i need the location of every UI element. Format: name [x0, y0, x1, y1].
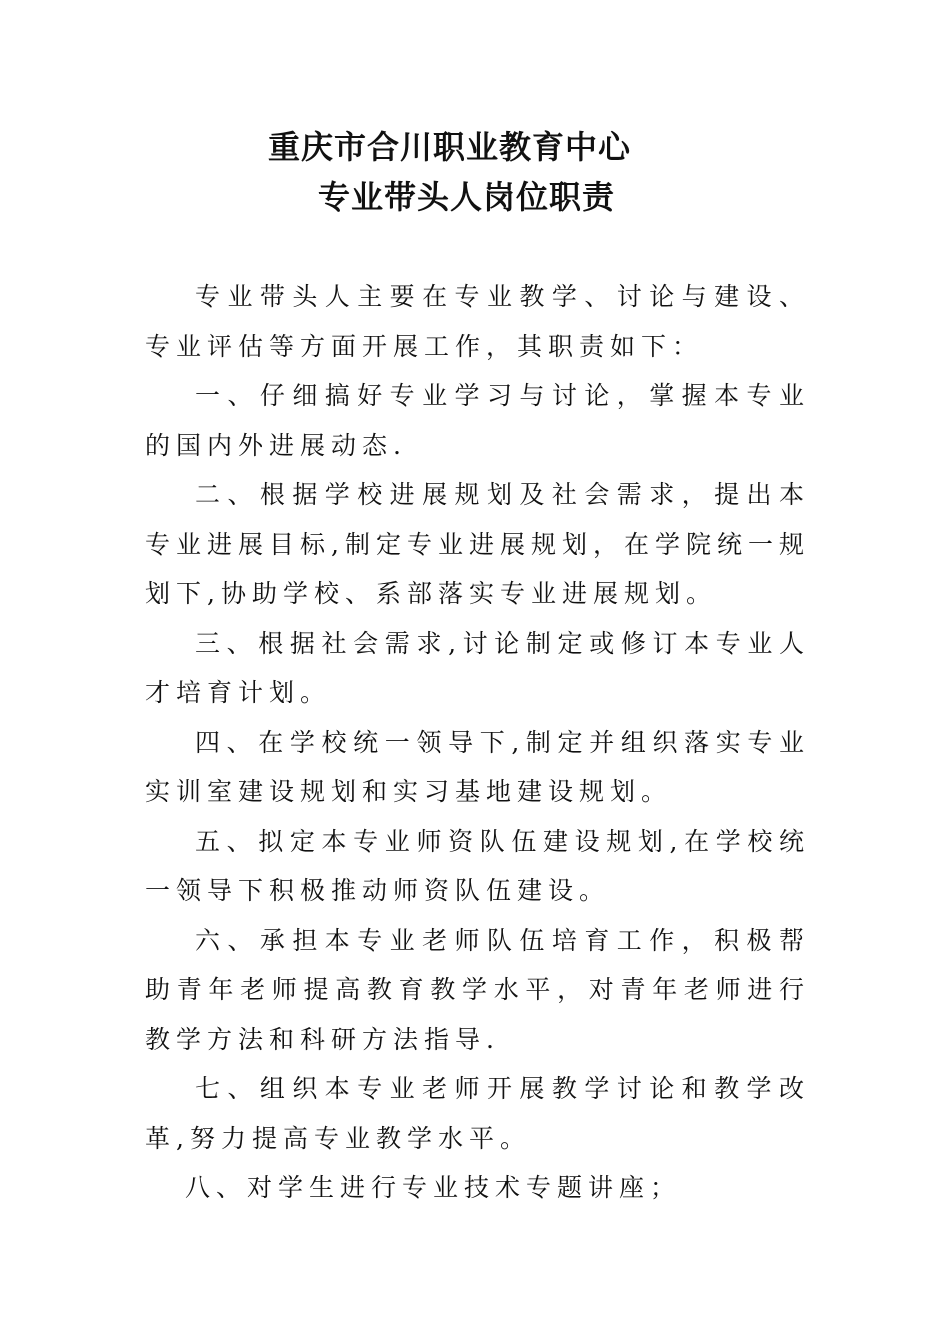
- document-body: [145, 272, 810, 1213]
- paragraph-item-8: 八、对学生进行专业技术专题讲座；: [185, 1173, 682, 1202]
- paragraph-intro: 专业带头人主要在专业教学、讨论与建设、专业评估等方面开展工作，其职责如下：: [145, 282, 810, 361]
- paragraph-item-7: 七、组织本专业老师开展教学讨论和教学改革,努力提高专业教学水平。: [145, 1074, 810, 1153]
- paragraph-item-1: 一、仔细搞好专业学习与讨论，掌握本专业的国内外进展动态.: [145, 381, 810, 460]
- title-line-1: 重庆市合川职业教育中心: [268, 128, 632, 166]
- paragraph-item-3: 三、根据社会需求,讨论制定或修订本专业人才培育计划。: [145, 628, 810, 707]
- paragraph-item-5: 五、拟定本专业师资队伍建设规划,在学校统一领导下积极推动师资队伍建设。: [145, 826, 810, 905]
- paragraph-item-2: 二、根据学校进展规划及社会需求，提出本专业进展目标,制定专业进展规划，在学院统一规划下,协助学校、系部落实专业进展规划。: [145, 480, 810, 608]
- paragraph-item-6: 六、承担本专业老师队伍培育工作，积极帮助青年老师提高教育教学水平，对青年老师进行教学方法和科研方法指导.: [145, 925, 810, 1054]
- title-line-2: 专业带头人岗位职责: [318, 178, 616, 216]
- paragraph-item-4: 四、在学校统一领导下,制定并组织落实专业实训室建设规划和实习基地建设规划。: [145, 727, 810, 806]
